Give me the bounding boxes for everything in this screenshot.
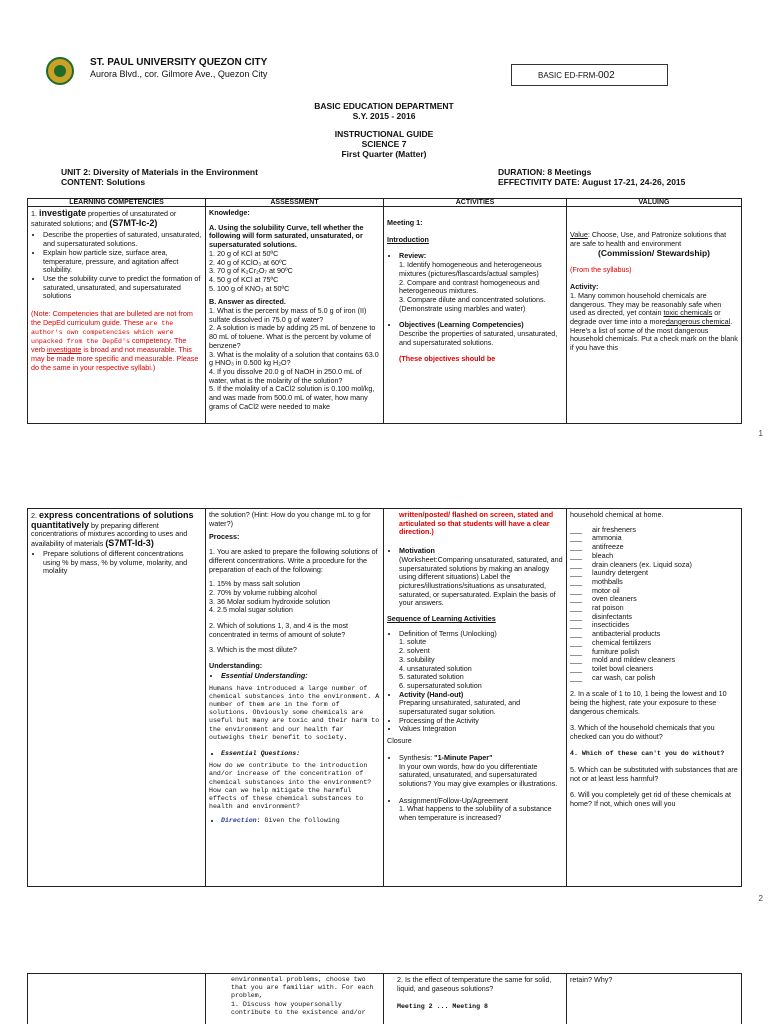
essential-understanding-label: • Essential Understanding: [221,672,380,681]
review-list [387,252,563,313]
valuing-cell [567,974,742,1024]
check-blank[interactable]: ___ [570,655,582,665]
sequence-list [387,630,563,734]
term-item: 2. solvent [399,646,430,656]
term-item: 3. solubility [399,654,435,664]
check-blank[interactable]: ___ [570,585,582,595]
understanding-heading: Understanding: [209,661,263,671]
table-row [28,974,742,1024]
list-item [399,321,563,347]
valuing-underlined-1: toxic chemicals [663,308,713,318]
guide-table-page-3 [27,973,742,1024]
page-2 [0,505,768,903]
valuing-text-c: . Here's a list of some of the most dangerous household chemicals. Put a check mark on the blank if you have this [570,316,738,353]
author-note [31,310,202,372]
meeting-heading: Meeting 1: [387,218,423,227]
term-item: 5. saturated solution [399,672,464,682]
duration: DURATION: 8 Meetings [498,167,592,177]
check-blank[interactable]: ___ [570,542,582,552]
col-header-competencies: LEARNING COMPETENCIES [28,199,206,207]
valuing-activity-text [570,292,738,353]
chemical-label: insecticides [592,620,630,630]
objectives-note-continued: written/posted/ flashed on screen, stated and articulated so that students will have a clear direction.) [399,511,554,537]
department: BASIC EDUCATION DEPARTMENT [314,101,454,111]
table-header-row [28,199,742,207]
comp-bullets [31,231,202,301]
list-item [399,630,563,691]
chemical-label: oven cleaners [592,594,637,604]
direction-label: Direction [221,817,257,825]
col-header-activities: ACTIVITIES [384,199,567,207]
list-item [399,797,563,823]
list-item: 3. 36 Molar sodium hydroxide solution [209,596,331,606]
value-commission: (Commission/ Stewardship) [598,248,710,259]
form-code-number: 002 [598,70,615,81]
list-item: • Describe the properties of saturated, unsaturated, and supersaturated solutions. [43,231,202,248]
valuing-question-5: 5. Which can be substituted with substances that are not or at least less harmful? [570,765,738,783]
assignment-list [387,797,563,823]
list-item: • Explain how particle size, surface area, temperature, pressure, and agitation affect solubility. [43,249,202,275]
process-list [209,580,380,615]
competencies-cell [28,509,206,887]
assess-a-list [209,250,380,294]
chemical-label: toilet bowl cleaners [592,663,654,673]
essential-questions-label: • Essential Questions: [221,750,380,758]
review-item: 2. Compare and contrast homogeneous and heterogeneous mixtures. [399,277,540,296]
assessment-cell [206,509,384,887]
table-row [28,207,742,424]
page-number: 1 [758,429,763,438]
value-source: (From the syllabus) [570,265,632,275]
assess-a-title: A. Using the solubility Curve, tell whether the following will form saturated, unsaturated, or supersaturated solutions. [209,222,364,250]
process-question-3: 3. Which is the most dilute? [209,645,297,655]
guide-table-page-1 [27,198,742,424]
check-blank[interactable]: ___ [570,550,582,560]
comp-text: properties of unsaturated or saturated solutions; and [31,209,177,228]
effectivity-date: EFFECTIVITY DATE: August 17-21, 24-26, 2015 [498,177,686,187]
list-item [221,817,380,825]
quarter: First Quarter (Matter) [341,149,427,159]
valuing-underlined-2: dangerous chemical [665,316,731,326]
activities-cell [384,974,567,1024]
list-item: 5. If the molality of a CaCl2 solution is 0.100 mol/kg, and was made from 500.0 mL of water, how many grams of CaCl2 were needed to make [209,384,375,411]
list-item: 1. 20 g of KCl at 50ºC [209,248,279,258]
comp-number: 2. [31,511,37,520]
assignment-text: 1. What happens to the solubility of a substance when temperature is increased? [399,804,552,823]
checklist-item [570,674,738,683]
assess-continued: the solution? (Hint: How do you change mL to g for water?) [209,511,371,528]
list-item: 2. 70% by volume rubbing alcohol [209,587,317,597]
direction-list [209,817,380,825]
check-blank[interactable]: ___ [570,672,582,682]
list-item: 4. If you dissolve 20.0 g of NaOH in 250.0 mL of water, what is the molarity of the solution? [209,366,362,385]
check-blank[interactable]: ___ [570,568,582,578]
note-line-c: competency. The verb [31,336,187,355]
comp-number: 1. [31,209,37,218]
check-blank[interactable]: ___ [570,533,582,543]
school-year: S.Y. 2015 - 2016 [352,111,416,121]
assessment-cell [206,974,384,1024]
doc-title: INSTRUCTIONAL GUIDE [334,129,434,139]
unit-title: UNIT 2: Diversity of Materials in the Environment [61,167,258,177]
motivation-label: Motivation [399,546,435,556]
objectives-list [387,321,563,347]
page-3 [0,970,768,1024]
note-tail: is broad and not measurable. This may be made more specific and measurable. Please do the same in your respective syllabi.) [31,345,199,372]
valuing-question-4: 4. Which of these can't you do without? [570,749,725,757]
term-item: 6. supersaturated solution [399,680,482,690]
form-code-prefix: BASIC ED-FRM- [538,71,598,80]
check-blank[interactable]: ___ [570,559,582,569]
list-item: 4. 2.5 molal sugar solution [209,605,293,615]
eq-list [209,750,380,758]
competencies-cell [28,207,206,424]
valuing-p3-text: retain? Why? [570,976,613,984]
definition-label: Definition of Terms (Unlocking) [399,628,497,638]
valuing-question-6: 6. Will you completely get rid of these chemicals at home? If not, which ones will you [570,790,731,809]
competencies-cell [28,974,206,1024]
synthesis-label: Synthesis: [399,752,435,762]
school-logo-icon [46,57,74,85]
guide-table-page-2 [27,508,742,887]
check-blank[interactable]: ___ [570,637,582,647]
comp-bullets [31,550,202,576]
check-blank[interactable]: ___ [570,646,582,656]
list-item: • Prepare solutions of different concentrations using % by mass, % by volume, molarity, and molality [43,550,202,576]
col-header-assessment: ASSESSMENT [206,199,384,207]
review-label: Review: [399,251,427,261]
act-p3-text: 2. Is the effect of temperature the same for solid, liquid, and gaseous solutions? [397,976,552,993]
synthesis-text: In your own words, how do you differentiate saturated, unsaturated, and supersaturated solutions? You may give examples or illustrations. [399,761,558,788]
comp-code: (S7MT-Ic-2) [109,217,158,228]
process-heading: Process: [209,532,240,542]
synthesis-list [387,754,563,789]
valuing-cell [567,207,742,424]
objectives-text: Describe the properties of saturated, unsaturated, and supersaturated solutions. [399,329,558,347]
comp-verb: investigate [39,209,87,218]
value-statement [570,231,738,248]
assess-knowledge-heading: Knowledge: [209,209,250,217]
content-title: CONTENT: Solutions [61,177,146,187]
competency-2 [31,511,202,549]
note-underlined: investigate [46,345,82,355]
list-item: 2. 40 g of KClO₃ at 60ºC [209,257,287,267]
list-item: 2. A solution is made by adding 25 mL of benzene to 80 mL of toluene. What is the percent by volume of benzene? [209,323,376,350]
valuing-activity-heading: Activity: [570,282,599,292]
sequence-heading: Sequence of Learning Activities [387,614,496,624]
list-item [399,691,563,717]
page-1 [0,0,768,438]
assessment-cell [206,207,384,424]
comp-code: (S7MT-Id-3) [105,538,154,549]
school-address: Aurora Blvd., cor. Gilmore Ave., Quezon City [90,69,268,79]
school-name: ST. PAUL UNIVERSITY QUEZON CITY [90,57,268,68]
activities-cell [384,207,567,424]
review-item: 3. Compare dilute and concentrated solutions. (Demonstrate using marbles and water) [399,294,546,313]
list-item: 4. 50 g of KCl at 75ºC [209,274,279,284]
list-item: 1. What is the percent by mass of 5.0 g of iron (II) sulfate dissolved in 75.0 g of water? [209,306,367,324]
check-blank[interactable]: ___ [570,663,582,673]
chemical-label: disinfectants [592,611,632,621]
objectives-note: (These objectives should be [399,354,496,364]
term-item: 1. solute [399,637,427,647]
col-header-valuing: VALUING [567,199,742,207]
assess-b-list [209,307,380,411]
handout-label: Activity (Hand-out) [399,689,464,699]
value-text: : Choose, Use, and Patronize solutions that are safe to health and environment [570,230,727,248]
check-blank[interactable]: ___ [570,603,582,613]
assignment-label: Assignment/Follow-Up/Agreement [399,795,509,805]
essential-questions-text: How do we contribute to the introduction and/or increase of the concentration of chemical substances into the environment? How can we help mitigate the harmful effects of these chemical substances to health and environment? [209,762,372,811]
list-item: • Values Integration [399,725,563,734]
chemical-label: mothballs [592,576,623,586]
assess-p3-text: environmental problems, choose two that you are familiar with. For each problem, [231,976,374,1000]
eu-list [209,672,380,681]
valuing-continued: household chemical at home. [570,511,664,519]
chemical-label: antifreeze [592,542,624,552]
synthesis-title: "1-Minute Paper" [434,752,493,762]
check-blank[interactable]: ___ [570,576,582,586]
process-text: 1. You are asked to prepare the following solutions of different concentrations. Write a procedure for the preparation of each of the following: [209,547,378,574]
chemical-label: antibacterial products [592,629,661,639]
value-label: Value [570,230,588,239]
list-item: • Processing of the Activity [399,717,563,726]
chemical-checklist [570,526,738,683]
subject: SCIENCE 7 [361,139,407,149]
activities-cell [384,509,567,887]
valuing-text-a: 1. Many common household chemicals are dangerous. They may be reasonably safe when used as directed, yet contain [570,290,722,318]
list-item: 1. 15% by mass salt solution [209,579,301,589]
chemical-label: rat poison [592,603,624,613]
chemical-label: ammonia [592,533,622,543]
note-line-a: (Note: Competencies that are bulleted are not from the DepEd curriculum guide. These [31,309,193,327]
chemical-label: mold and mildew cleaners [592,655,676,665]
assess-p3-text-2: 1. Discuss how youpersonally contribute to the existence and/or [231,1000,366,1016]
valuing-question-3: 3. Which of the household chemicals that you checked can you do without? [570,723,715,742]
review-item: 1. Identify homogeneous and heterogeneous mixtures (pictures/flascards/actual samples) [399,260,542,278]
meeting-range-heading: Meeting 2 ... Meeting 8 [397,1003,489,1011]
list-item [399,547,563,608]
check-blank[interactable]: ___ [570,620,582,630]
chemical-label: laundry detergent [592,568,648,578]
list-item [399,754,563,789]
note-line-b: are the author's own competencies which were unpacked from the DepEd's [31,319,174,346]
valuing-cell [567,509,742,887]
motivation-list [387,547,563,608]
process-question-2: 2. Which of solutions 1, 3, and 4 is the most concentrated in terms of amount of solute? [209,621,349,639]
chemical-label: chemical fertilizers [592,637,652,647]
check-blank[interactable]: ___ [570,524,582,534]
list-item: 5. 100 g of KNO₃ at 50ºC [209,283,290,293]
motivation-text: (Worksheet:Comparing unsaturated, saturated, and supersaturated solutions by making an analogy using different situations) Label the pictures/illustrations/situations as unsaturated, saturated, or supersaturated. Explain the basis of your answers. [399,554,563,608]
form-code-box [511,64,668,86]
closure-heading: Closure [387,736,412,746]
introduction-heading: Introduction [387,234,429,244]
list-item: • Use the solubility curve to predict the formation of saturated, unsaturated, and supersaturated solutions [43,275,202,301]
check-blank[interactable]: ___ [570,594,582,604]
list-item: 3. What is the molality of a solution that contains 63.0 g HNO₃ in 0.500 kg H₂O? [209,349,379,368]
chemical-label: furniture polish [592,646,640,656]
chemical-label: air fresheners [592,524,636,534]
check-blank[interactable]: ___ [570,611,582,621]
check-blank[interactable]: ___ [570,629,582,639]
chemical-label: drain cleaners (ex. Liquid soza) [592,559,692,569]
comp-verb: express concentrations of solutions quantitatively [31,511,194,530]
direction-text: : Given the following [256,817,340,825]
assess-b-title: B. Answer as directed. [209,297,286,307]
chemical-label: car wash, car polish [592,672,656,682]
chemical-label: motor oil [592,585,620,595]
term-item: 4. unsaturated solution [399,663,472,673]
table-row [28,509,742,887]
valuing-question-2: 2. In a scale of 1 to 10, 1 being the lowest and 10 being the highest, rate your exposure to these dangerous chemicals. [570,689,727,716]
handout-text: Preparing unsaturated, saturated, and supersaturated sugar solution. [399,698,521,717]
comp-text: by preparing different concentrations of mixtures according to uses and availability of materials [31,520,188,549]
objectives-label: Objectives (Learning Competencies) [399,320,524,330]
list-item: 3. 70 g of K₂Cr₂O₇ at 90ºC [209,266,293,276]
page-number: 2 [758,894,763,903]
valuing-text-b: or degrade over time into a more [570,308,721,326]
essential-understanding-text: Humans have introduced a large number of chemical substances into the environment. A number of them are in the form of solutions. Obviously some chemicals are useful but many are toxic and their harm to the environment and our health far outweighs their benefit to society. [209,684,380,741]
chemical-label: bleach [592,550,614,560]
list-item [399,252,563,313]
